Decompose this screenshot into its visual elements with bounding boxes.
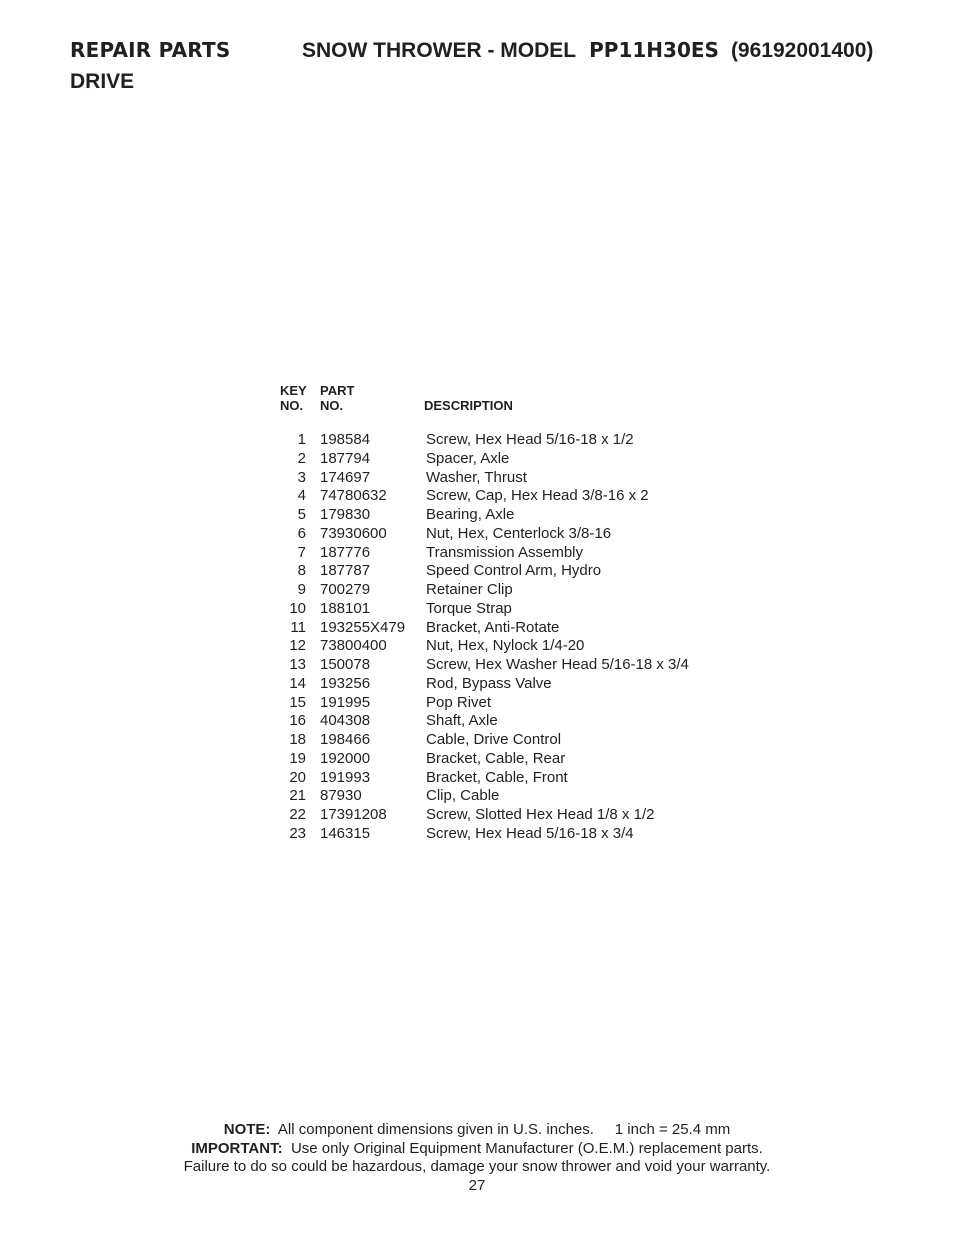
parts-row [280, 712, 740, 731]
note-label: NOTE: [223, 1121, 271, 1138]
key-no: 5 [297, 506, 306, 523]
part-no: 193256 [320, 674, 371, 692]
part-description: Rod, Bypass Valve [426, 674, 552, 692]
key-no: 3 [297, 468, 306, 486]
parts-row [280, 656, 740, 675]
parts-rows [280, 431, 740, 844]
parts-list [280, 383, 740, 844]
key-no: 6 [297, 524, 306, 542]
parts-row [280, 750, 740, 769]
dimension-note [0, 1121, 954, 1140]
parts-row [280, 787, 740, 806]
parts-row [280, 600, 740, 619]
parts-row [280, 675, 740, 694]
part-description: Shaft, Axle [426, 712, 498, 730]
part-no: 191993 [320, 768, 371, 786]
part-description: Bracket, Anti-Rotate [426, 618, 560, 636]
part-no: 146315 [320, 824, 371, 842]
key-no: 4 [297, 487, 306, 505]
part-no: 17391208 [320, 806, 387, 823]
key-no-header: KEY NO. [280, 383, 307, 413]
parts-row [280, 581, 740, 600]
parts-row [280, 487, 740, 506]
parts-row [280, 769, 740, 788]
part-description: Screw, Hex Washer Head 5/16-18 x 3/4 [426, 656, 689, 673]
part-description: Screw, Cap, Hex Head 3/8-16 x 2 [426, 487, 649, 505]
key-no: 14 [289, 674, 306, 692]
key-no: 9 [297, 581, 306, 598]
parts-row [280, 431, 740, 450]
key-no: 7 [297, 543, 306, 561]
key-no: 2 [297, 449, 306, 467]
part-description: Retainer Clip [426, 581, 513, 598]
part-no: 74780632 [320, 487, 387, 505]
header-title-line [70, 38, 910, 66]
key-no: 1 [297, 431, 306, 448]
model-code: (96192001400) [730, 39, 874, 62]
unit-conversion: 1 inch = 25.4 mm [614, 1121, 731, 1138]
part-description: Speed Control Arm, Hydro [426, 562, 602, 580]
note-text: All component dimensions given in U.S. inches. [277, 1121, 594, 1138]
parts-row [280, 450, 740, 469]
part-no: 73800400 [320, 637, 387, 655]
warranty-warning: Failure to do so could be hazardous, damage your snow thrower and void your warranty. [183, 1158, 771, 1175]
part-no: 187776 [320, 543, 371, 561]
part-no-header: PART NO. [320, 383, 355, 413]
parts-row [280, 525, 740, 544]
part-description: Torque Strap [426, 599, 512, 617]
parts-row [280, 806, 740, 825]
part-no: 198584 [320, 431, 371, 448]
part-description: Spacer, Axle [426, 449, 510, 467]
part-description: Bracket, Cable, Rear [426, 749, 566, 767]
parts-row [280, 562, 740, 581]
parts-row [280, 731, 740, 750]
important-label: IMPORTANT: [191, 1139, 283, 1157]
part-no: 404308 [320, 712, 371, 730]
part-no: 192000 [320, 749, 371, 767]
part-no: 191995 [320, 693, 371, 711]
part-no: 179830 [320, 506, 371, 523]
page-header [70, 38, 910, 94]
parts-row [280, 544, 740, 563]
part-description: Screw, Hex Head 5/16-18 x 3/4 [426, 824, 634, 842]
part-description: Cable, Drive Control [426, 731, 562, 748]
key-no: 10 [289, 599, 306, 617]
key-no: 13 [289, 656, 306, 673]
parts-row [280, 619, 740, 638]
key-no: 15 [289, 693, 306, 711]
key-no: 18 [289, 731, 306, 748]
key-no: 8 [297, 562, 306, 580]
key-no: 11 [290, 618, 306, 636]
part-no: 87930 [320, 787, 362, 805]
key-no: 21 [289, 787, 306, 805]
product-title: SNOW THROWER - MODEL [302, 39, 577, 62]
part-no: 188101 [320, 599, 371, 617]
part-description: Bracket, Cable, Front [426, 768, 568, 786]
section-title: DRIVE [70, 70, 135, 93]
key-no: 16 [289, 712, 306, 730]
part-no: 174697 [320, 468, 371, 486]
parts-row [280, 694, 740, 713]
part-no: 700279 [320, 581, 371, 598]
part-description: Clip, Cable [426, 787, 500, 805]
key-no: 12 [289, 637, 306, 655]
part-no: 187787 [320, 562, 371, 580]
part-description: Screw, Hex Head 5/16-18 x 1/2 [426, 431, 634, 448]
part-description: Bearing, Axle [426, 506, 515, 523]
key-no: 23 [289, 824, 306, 842]
parts-list-header [280, 383, 740, 431]
part-no: 150078 [320, 656, 371, 673]
part-description: Nut, Hex, Centerlock 3/8-16 [426, 524, 612, 542]
repair-parts-heading: REPAIR PARTS [70, 38, 231, 62]
part-description: Washer, Thrust [426, 468, 527, 486]
part-no: 187794 [320, 449, 371, 467]
part-description: Screw, Slotted Hex Head 1/8 x 1/2 [426, 806, 655, 823]
part-no: 193255X479 [320, 618, 406, 636]
key-no: 20 [289, 768, 306, 786]
page-number: 27 [468, 1176, 486, 1194]
part-no: 73930600 [320, 524, 387, 542]
part-description: Pop Rivet [426, 693, 492, 711]
key-no: 19 [289, 749, 306, 767]
part-description: Transmission Assembly [426, 543, 583, 561]
parts-row [280, 637, 740, 656]
parts-row [280, 506, 740, 525]
parts-row [280, 825, 740, 844]
description-header: DESCRIPTION [424, 398, 513, 413]
page-footer [0, 1121, 954, 1195]
part-description: Nut, Hex, Nylock 1/4-20 [426, 637, 585, 655]
key-no: 22 [289, 806, 306, 823]
important-text: Use only Original Equipment Manufacturer (O.E.M.) replacement parts. [290, 1139, 763, 1157]
model-number: PP11H30ES [589, 38, 719, 62]
important-note [0, 1140, 954, 1159]
part-no: 198466 [320, 731, 371, 748]
parts-row [280, 469, 740, 488]
